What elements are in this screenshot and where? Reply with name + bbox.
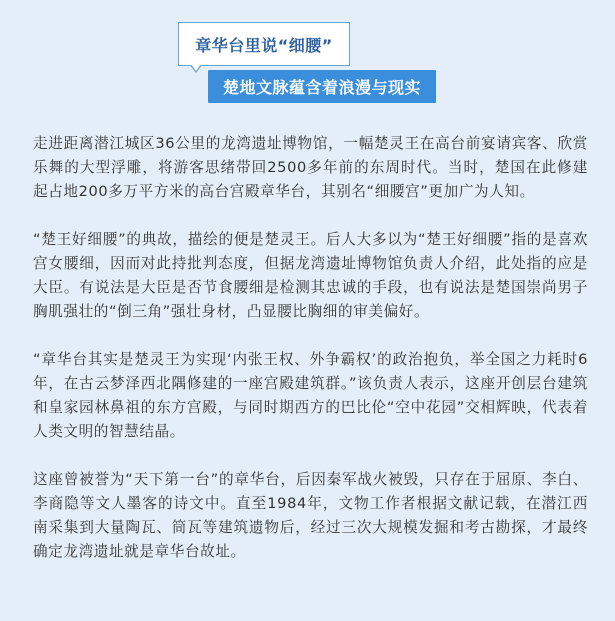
paragraph-2: “楚王好细腰”的典故，描绘的便是楚灵王。后人大多以为“楚王好细腰”指的是喜欢宫女腰细，因而对此持批判态度，但据龙湾遗址博物馆负责人介绍，此处指的应是大臣。有说法是大臣是否节食腰细是检测其忠诚的手段，也有说法是楚国崇尚男子胸肌强壮的“倒三角”强壮身材，凸显腰比胸细的审美偏好。 — [33, 231, 588, 320]
section-title: 章华台里说“细腰” — [178, 22, 350, 66]
section-subtitle: 楚地文脉蕴含着浪漫与现实 — [208, 70, 436, 103]
paragraph-3: “章华台其实是楚灵王为实现‘内张王权、外争霸权’的政治抱负，举全国之力耗时6年，在古云梦泽西北隅修建的一座宫殿建筑群。”该负责人表示，这座开创层台建筑和皇家园林鼻祖的东方宫殿，与同时期西方的巴比伦“空中花园”交相辉映，代表着人类文明的智慧结晶。 — [33, 351, 588, 440]
speech-bubble-tail-fill — [191, 64, 201, 71]
paragraph-1: 走进距离潜江城区36公里的龙湾遗址博物馆，一幅楚灵王在高台前宴请宾客、欣赏乐舞的大型浮雕，将游客思绪带回2500多年前的东周时代。当时，楚国在此修建起占地200多万平方米的高台宫殿章华台，其别名“细腰宫”更加广为人知。 — [33, 135, 588, 200]
article-body — [33, 132, 588, 588]
paragraph-4: 这座曾被誉为“天下第一台”的章华台，后因秦军战火被毁，只存在于屈原、李白、李商隐等文人墨客的诗文中。直至1984年，文物工作者根据文献记载，在潜江西南采集到大量陶瓦、筒瓦等建筑遗物后，经过三次大规模发掘和考古勘探，才最终确定龙湾遗址就是章华台故址。 — [33, 471, 588, 560]
